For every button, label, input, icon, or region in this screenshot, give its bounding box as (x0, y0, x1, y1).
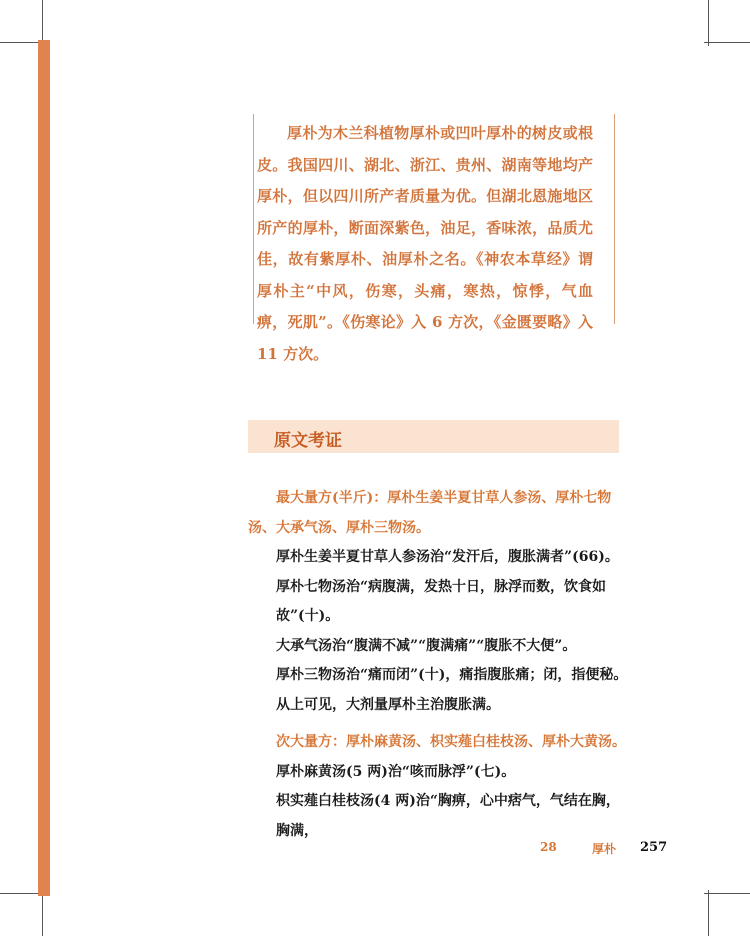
max-dosage-heading: 最大量方(半斤)：厚朴生姜半夏甘草人参汤、厚朴七物汤、大承气汤、厚朴三物汤。 (248, 490, 612, 536)
quote-left-rule (253, 114, 254, 324)
quote-right-rule (614, 114, 615, 324)
max-dosage-block (248, 484, 628, 720)
text-line: 从上可见，大剂量厚朴主治腹胀满。 (276, 696, 500, 713)
second-dosage-heading: 次大量方：厚朴麻黄汤、枳实薤白桂枝汤、厚朴大黄汤。 (276, 734, 626, 750)
page-number: 257 (640, 840, 668, 855)
crop-mark (42, 890, 43, 936)
running-title: 厚朴 (592, 842, 617, 856)
text-line: 厚朴七物汤治“病腹满，发热十日，脉浮而数，饮食如故”(十)。 (276, 578, 607, 624)
chapter-number: 28 (540, 840, 557, 854)
herb-introduction: 厚朴为木兰科植物厚朴或凹叶厚朴的树皮或根皮。我国四川、湖北、浙江、贵州、湖南等地均产厚朴，但以四川所产者质量为优。但湖北恩施地区所产的厚朴，断面深紫色，油足，香味浓，品质尤佳，故有紫厚朴、油厚朴之名。《神农本草经》谓厚朴主“中风，伤寒，头痛，寒热，惊悸，气血痹，死肌”。《伤寒论》入 6 方次，《金匮要略》入 11 方次。 (257, 124, 593, 363)
text-line: 厚朴三物汤治“痛而闭”(十)，痛指腹胀痛；闭，指便秘。 (276, 667, 628, 683)
crop-mark (708, 890, 709, 936)
second-dosage-block (248, 728, 628, 846)
text-line: 厚朴生姜半夏甘草人参汤治“发汗后，腹胀满者”(66)。 (276, 549, 619, 565)
text-line: 枳实薤白桂枝汤(4 两)治“胸痹，心中痞气，气结在胸，胸满， (276, 793, 620, 839)
crop-mark (708, 0, 709, 46)
crop-mark (704, 42, 750, 43)
text-line: 厚朴麻黄汤(5 两)治“咳而脉浮”(七)。 (276, 763, 516, 780)
crop-mark (704, 893, 750, 894)
side-accent-bar (38, 40, 50, 896)
section-title: 原文考证 (274, 431, 342, 451)
text-line: 大承气汤治“腹满不减”“腹满痛”“腹胀不大便”。 (276, 637, 577, 654)
section-header (248, 420, 619, 453)
